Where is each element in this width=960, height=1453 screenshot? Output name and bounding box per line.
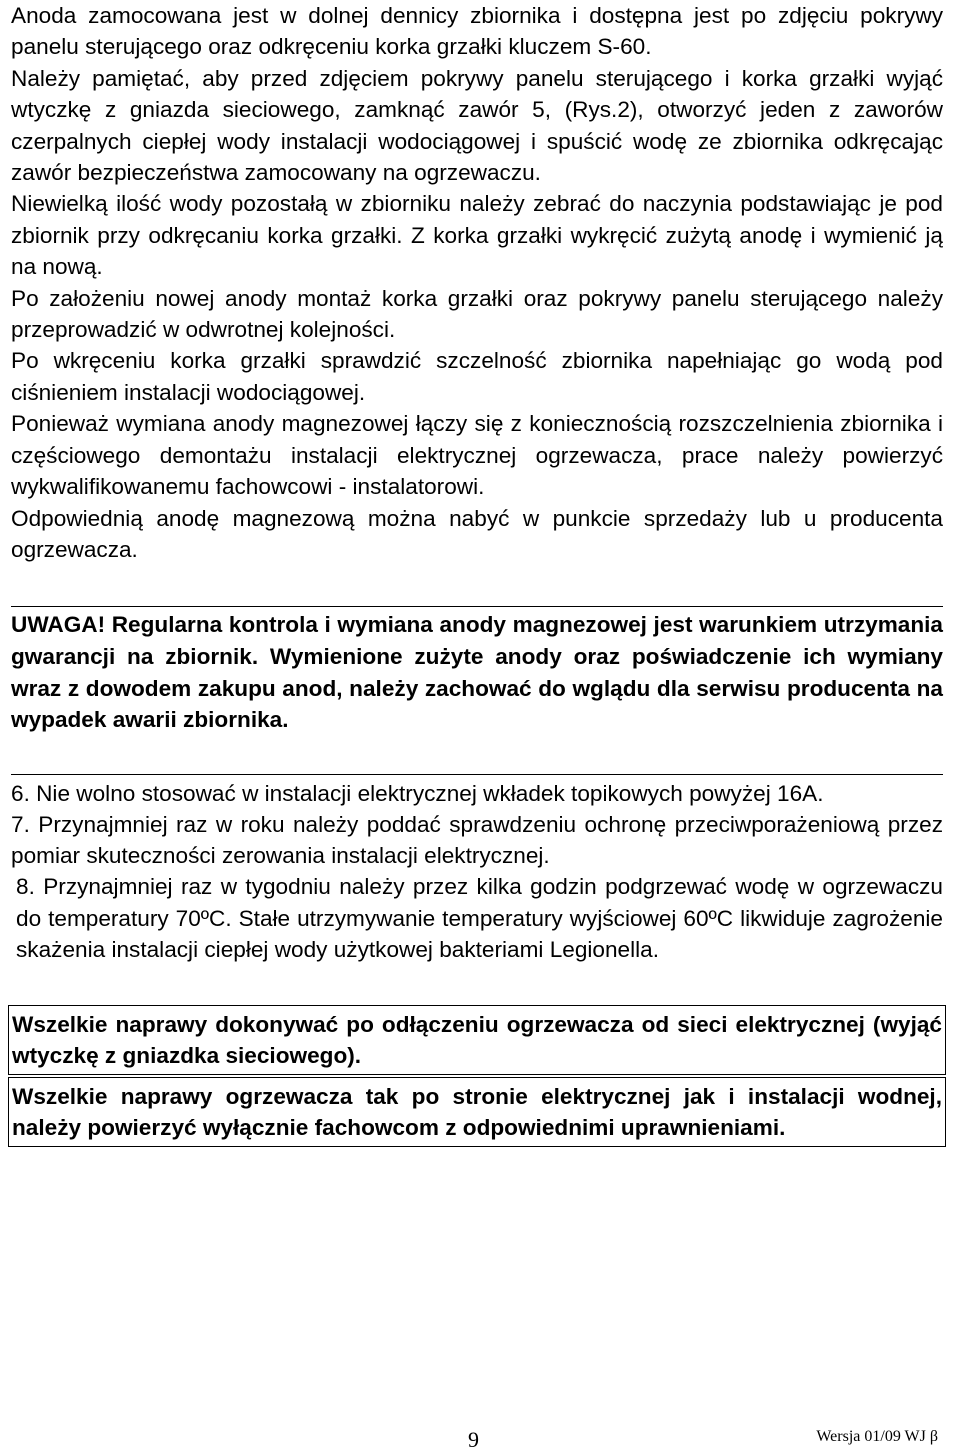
paragraph-leak-test: Po wkręceniu korka grzałki sprawdzić szczelność zbiornika napełniając go wodą pod ciśnieniem instalacji wodociągowej. [11,348,943,405]
list-item-7: 7. Przynajmniej raz w roku należy poddać sprawdzeniu ochronę przeciwporażeniową przez pomiar skuteczności zerowania instalacji elektrycznej. [11,811,943,869]
warning-block: UWAGA! Regularna kontrola i wymiana anody magnezowej jest warunkiem utrzymania gwarancji na zbiornik. Wymienione zużyte anody oraz poświadczenie ich wymiany wraz z dowodem zakupu anod, należy zachować do wglądu dla serwisu producenta na wypadek awarii zbiornika. [11,606,943,735]
notice-box-qualified-repairs [8,1077,946,1147]
page-number: 9 [468,1427,479,1452]
paragraph-anode-purchase: Odpowiednią anodę magnezową można nabyć w punkcie sprzedaży lub u producenta ogrzewacza. [11,505,943,562]
list-item-6: 6. Nie wolno stosować w instalacji elektrycznej wkładek topikowych powyżej 16A. [11,780,824,806]
notice-boxes [11,1005,943,1147]
notice-text-qualified-repairs: Wszelkie naprawy ogrzewacza tak po stronie elektrycznej jak i instalacji wodnej, należy powierzyć wyłącznie fachowcom z odpowiednimi uprawnieniami. [12,1083,942,1141]
paragraph-before-removal: Należy pamiętać, aby przed zdjęciem pokrywy panelu sterującego i korka grzałki wyjąć wtyczkę z gniazda sieciowego, zamknąć zawór 5, (Rys.2), otworzyć jeden z zaworów czerpalnych ciepłej wody instalacji wodociągowej i spuścić wodę ze zbiornika odkręcając zawór bezpieczeństwa zamocowany na ogrzewaczu. [11,65,943,186]
list-item-8: 8. Przynajmniej raz w tygodniu należy przez kilka godzin podgrzewać wodę w ogrzewaczu do temperatury 70ºC. Stałe utrzymywanie temperatury wyjściowej 60ºC likwiduje zagrożenie skażenia instalacji ciepłej wody użytkowej bakteriami Legionella. [16,874,943,962]
notice-text-disconnect: Wszelkie naprawy dokonywać po odłączeniu ogrzewacza od sieci elektrycznej (wyjąć wtyczkę z gniazdka sieciowego). [12,1011,942,1069]
version-label: Wersja 01/09 WJ β [816,1428,938,1445]
numbered-list [11,774,943,965]
paragraph-residual-water: Niewielką ilość wody pozostałą w zbiorniku należy zebrać do naczynia podstawiając je pod zbiornik przy odkręcaniu korka grzałki. Z korka grzałki wykręcić zużytą anodę i wymienić ją na nową. [11,191,943,280]
paragraph-anode-location: Anoda zamocowana jest w dolnej dennicy zbiornika i dostępna jest po zdjęciu pokrywy panelu sterującego oraz odkręceniu korka grzałki kluczem S-60. [11,3,943,60]
paragraph-reassembly: Po założeniu nowej anody montaż korka grzałki oraz pokrywy panelu sterującego należy przeprowadzić w odwrotnej kolejności. [11,285,943,343]
notice-box-disconnect [8,1005,946,1075]
anode-instructions [11,0,943,565]
paragraph-qualified-installer: Ponieważ wymiana anody magnezowej łączy się z koniecznością rozszczelnienia zbiornika i częściowego demontażu instalacji elektrycznej ogrzewacza, prace należy powierzyć wykwalifikowanemu fachowcowi - instalatorowi. [11,411,943,500]
document-page [11,0,943,1147]
